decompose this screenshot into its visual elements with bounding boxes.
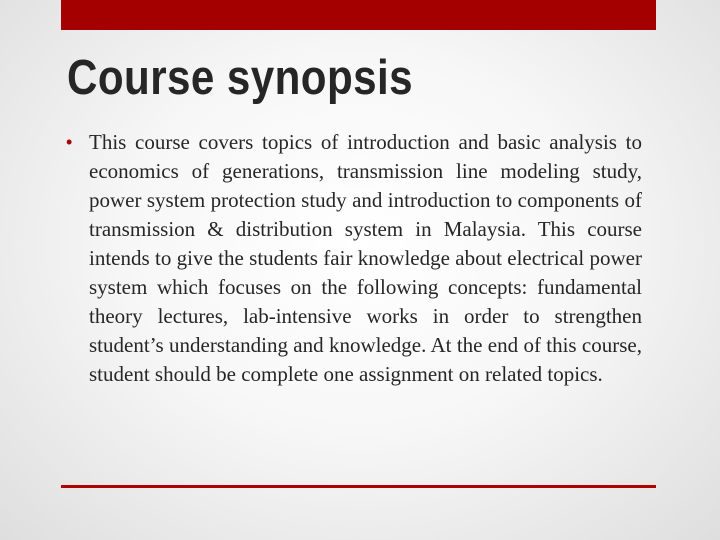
slide-title: Course synopsis [67, 51, 414, 105]
bullet-text: This course covers topics of introduction and basic analysis to economics of generations, transmission line modeling study, power system protection study and introduction to components of transmission & distribution system in Malaysia. This course intends to give the students fair knowledge about electrical power system which focuses on the following concepts: fundamental theory lectures, lab-intensive works in order to strengthen student’s understanding and knowledge. At the end of this course, student should be complete one assignment on related topics. [89, 130, 642, 386]
bullet-icon: • [66, 132, 73, 152]
bullet-item [62, 128, 642, 389]
bottom-divider [61, 485, 656, 488]
bullet-list [62, 128, 642, 389]
top-accent-bar [61, 0, 656, 30]
